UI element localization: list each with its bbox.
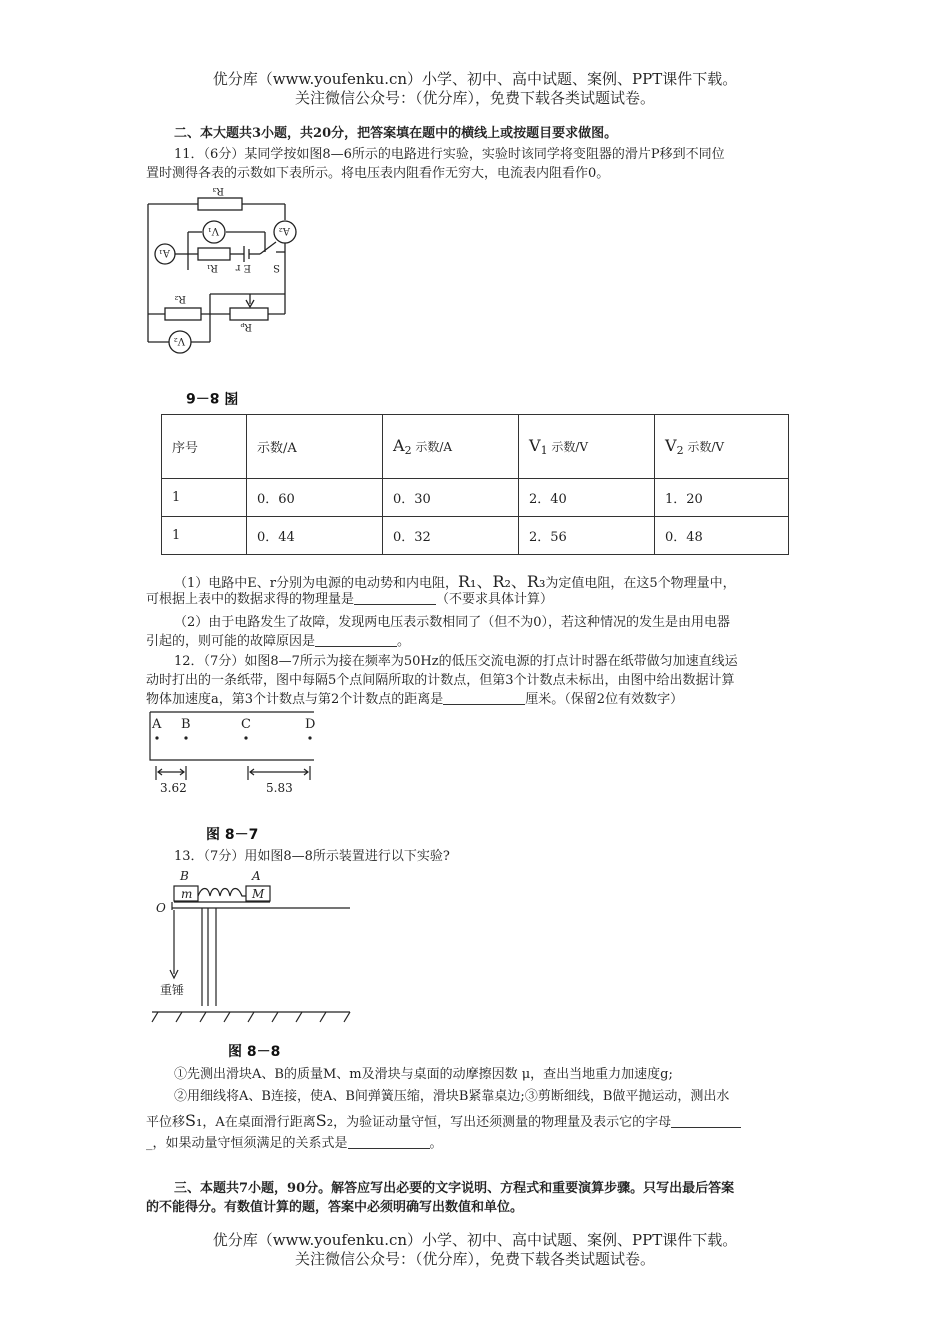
label-s: S [273,262,280,273]
label-big-m: M [252,887,265,901]
table-cell: 0．60 [247,479,383,517]
table-cell: 0．44 [247,517,383,555]
tape-dot-c [244,736,247,739]
distance-label-1: 3.62 [160,781,187,795]
footer-line-1: 优分库（www.youfenku.cn）小学、初中、高中试题、案例、PPT课件下载。 [212,1231,738,1249]
label-o: O [156,901,166,915]
resistor-r1 [198,248,230,260]
q11-part2-line-1: （2）由于电路发生了故障，发现两电压表示数相同了（但不为0），若这种情况的发生是由用电器 [174,615,731,630]
table-header-cell: 序号 [162,415,247,479]
q13-step-3: 平位移S₁，A在桌面滑行距离S₂，为验证动量守恒，写出还须测量的物理量及表示它的字母 [146,1110,741,1133]
q11-text-line-1: 11．（6分）某同学按如图8—6所示的电路进行实验，实验时该同学将变阻器的滑片P移到不同位 [174,147,725,162]
point-label-a: A [152,717,162,732]
apparatus-figure [150,866,355,1026]
header-line-2: 关注微信公众号：（优分库），免费下载各类试题试卷。 [294,89,655,107]
label-r1: R₁ [206,262,218,273]
q13-step-1: ①先测出滑块A、B的质量M、m及滑块与桌面的动摩擦因数 μ，查出当地重力加速度g; [174,1067,673,1082]
answer-blank[interactable] [315,632,397,647]
paper-tape-figure [142,708,322,798]
point-label-b: B [181,717,191,732]
label-v1: V₁ [207,225,219,236]
table-cell: 0．48 [655,517,789,555]
page-footer [0,1231,950,1269]
q12-text-line-2: 动时打出的一条纸带，图中每隔5个点间隔所取的计数点，但第3个计数点未标出，由图中给出数据计算 [146,673,735,688]
label-hammer: 重锤 [160,983,185,997]
table-row [162,479,789,517]
point-label-c: C [241,717,251,732]
table-cell: 0．30 [383,479,519,517]
resistor-r2 [165,308,201,320]
table-header-row [162,415,789,479]
label-r3: R₃ [212,185,224,196]
label-b: B [180,869,189,883]
q11-part1-line-2: 可根据上表中的数据求得的物理量是 （不要求具体计算） [146,592,554,607]
rheostat-rp [230,308,268,320]
table-header-cell: 示数/A [247,415,383,479]
label-a1: A₁ [158,247,170,258]
q12-text-line-3: 物体加速度a，第3个计数点与第2个计数点的距离是 厘米。（保留2位有效数字） [146,692,684,707]
q13-text-line-1: 13．（7分）用如图8—8所示装置进行以下实验? [174,849,450,864]
q11-part2-line-2: 引起的，则可能的故障原因是 。 [146,634,411,649]
table-cell: 0．32 [383,517,519,555]
readings-table [161,414,789,555]
section-3-line-2: 的不能得分。有数值计算的题，答案中必须明确写出数值和单位。 [146,1200,524,1215]
resistor-symbols: R₁、R₂、R₃ [457,572,546,591]
tape-dot-b [184,736,187,739]
label-rp: Rₚ [240,321,252,332]
table-cell: 1 [162,479,247,517]
label-er: E r [235,262,251,273]
table-header-cell: $A_2$ 示数/A [383,415,519,479]
q11-part1-line-1: （1）电路中E、r分别为电源的电动势和内电阻，R₁、R₂、R₃为定值电阻，在这5个物理量中， [174,572,736,591]
table-cell: 2．40 [519,479,655,517]
figure-8-6-caption: 图 8－6 [186,389,239,405]
page-header [0,70,950,108]
figure-8-8-caption: 图 8－8 [228,1044,281,1060]
answer-blank[interactable] [348,1134,430,1149]
resistor-r3 [198,198,242,210]
q12-text-line-1: 12．（7分）如图8—7所示为接在频率为50Hz的低压交流电源的打点计时器在纸带做匀加速直线运 [174,654,738,669]
label-a2: A₂ [278,225,290,236]
table-row [162,517,789,555]
figure-8-7-caption: 图 8－7 [206,827,259,843]
s2-symbol: S₂ [315,1111,334,1130]
answer-blank[interactable] [671,1113,741,1128]
circuit-diagram-figure [140,182,300,360]
table-header-cell: $V_2$ 示数/V [655,415,789,479]
label-a: A [252,869,261,883]
q13-step-4: _，如果动量守恒须满足的关系式是 。 [146,1136,443,1151]
label-m: m [181,887,193,901]
header-line-1: 优分库（www.youfenku.cn）小学、初中、高中试题、案例、PPT课件下载。 [212,70,738,88]
s1-symbol: S₁ [185,1111,203,1130]
section-2-title: 二、本大题共3小题，共20分，把答案填在题中的横线上或按题目要求做图。 [174,126,618,141]
section-3-line-1: 三、本题共7小题，90分。解答应写出必要的文字说明、方程式和重要演算步骤。只写出最后答案 [174,1181,735,1196]
tape-dot-d [308,736,311,739]
distance-label-2: 5.83 [266,781,293,795]
q13-step-2: ②用细线将A、B连接，使A、B间弹簧压缩，滑块B紧靠桌边;③剪断细线，B做平抛运动，测出水 [174,1089,730,1104]
answer-blank[interactable] [443,690,525,705]
footer-line-2: 关注微信公众号：（优分库），免费下载各类试题试卷。 [294,1250,655,1268]
table-header-cell: $V_1$ 示数/V [519,415,655,479]
table-cell: 1．20 [655,479,789,517]
q11-text-line-2: 置时测得各表的示数如下表所示。将电压表内阻看作无穷大，电流表内阻看作0。 [146,166,610,181]
table-cell: 1 [162,517,247,555]
label-r2: R₂ [174,293,186,304]
table-cell: 2．56 [519,517,655,555]
label-v2: V₂ [173,335,185,346]
answer-blank[interactable] [354,590,436,605]
spring [198,889,246,897]
tape-dot-a [155,736,158,739]
point-label-d: D [305,717,316,732]
